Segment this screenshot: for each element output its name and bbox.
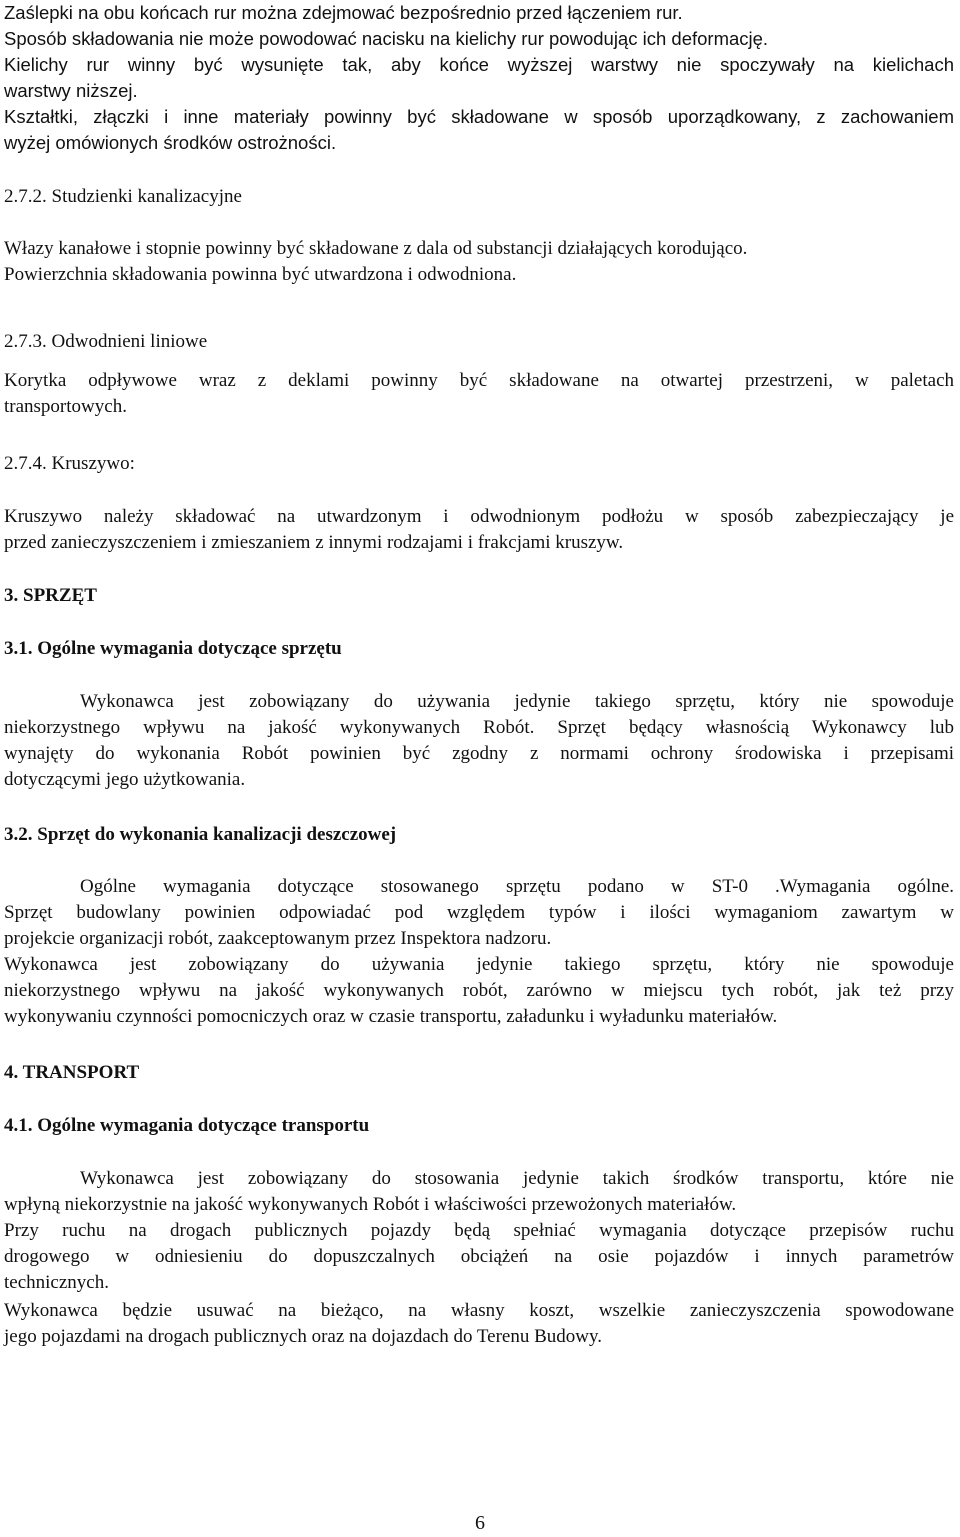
text-line: Zaślepki na obu końcach rur można zdejmować bezpośrednio przed łączeniem rur. bbox=[4, 2, 683, 23]
text-line: projekcie organizacji robót, zaakceptowanym przez Inspektora nadzoru. bbox=[4, 928, 552, 949]
text-line: niekorzystnego wpływu na jakość wykonywanych robót, zarówno w miejscu tych robót, jak też przy bbox=[4, 980, 954, 1001]
text-line: Kielichy rur winny być wysunięte tak, aby końce wyższej warstwy nie spoczywały na kielichach bbox=[4, 54, 954, 75]
text-line: Przy ruchu na drogach publicznych pojazdy będą spełniać wymagania dotyczące przepisów ruchu bbox=[4, 1220, 954, 1241]
text-line: Sprzęt budowlany powinien odpowiadać pod względem typów i ilości wymaganiom zawartym w bbox=[4, 902, 954, 923]
text-line: Korytka odpływowe wraz z deklami powinny być składowane na otwartej przestrzeni, w paletach bbox=[4, 370, 954, 391]
text-line: Sposób składowania nie może powodować nacisku na kielichy rur powodując ich deformację. bbox=[4, 28, 769, 49]
text-line: warstwy niższej. bbox=[4, 80, 138, 101]
text-line: wynajęty do wykonania Robót powinien być zgodny z normami ochrony środowiska i przepisami bbox=[4, 743, 954, 764]
section-heading: 4.1. Ogólne wymagania dotyczące transportu bbox=[4, 1115, 370, 1136]
text-line: technicznych. bbox=[4, 1272, 109, 1293]
text-line: Wykonawca będzie usuwać na bieżąco, na własny koszt, wszelkie zanieczyszczenia spowodowane bbox=[4, 1300, 954, 1321]
section-heading: 2.7.3. Odwodnieni liniowe bbox=[4, 331, 208, 352]
text-line: wykonywaniu czynności pomocniczych oraz w czasie transportu, załadunku i wyładunku materiałów. bbox=[4, 1006, 778, 1027]
text-line: jego pojazdami na drogach publicznych oraz na dojazdach do Terenu Budowy. bbox=[4, 1326, 603, 1347]
section-heading: 2.7.4. Kruszywo: bbox=[4, 453, 135, 474]
text-line: przed zanieczyszczeniem i zmieszaniem z innymi rodzajami i frakcjami kruszyw. bbox=[4, 532, 624, 553]
chapter-heading: 4. TRANSPORT bbox=[4, 1062, 140, 1083]
chapter-heading: 3. SPRZĘT bbox=[4, 585, 97, 606]
text-line: transportowych. bbox=[4, 396, 127, 417]
section-heading: 2.7.2. Studzienki kanalizacyjne bbox=[4, 186, 242, 207]
text-line: Kruszywo należy składować na utwardzonym i odwodnionym podłożu w sposób zabezpieczający je bbox=[4, 506, 954, 527]
text-line: dotyczącymi jego użytkowania. bbox=[4, 769, 246, 790]
page-number: 6 bbox=[475, 1512, 485, 1534]
text-line: wpłyną niekorzystnie na jakość wykonywanych Robót i właściwości przewożonych materiałów. bbox=[4, 1194, 737, 1215]
text-line: Kształtki, złączki i inne materiały powinny być składowane w sposób uporządkowany, z zachowaniem bbox=[4, 106, 954, 127]
text-line: Ogólne wymagania dotyczące stosowanego sprzętu podano w ST-0 .Wymagania ogólne. bbox=[80, 876, 954, 897]
text-line: Wykonawca jest zobowiązany do używania jedynie takiego sprzętu, który nie spowoduje bbox=[4, 954, 954, 975]
section-heading: 3.1. Ogólne wymagania dotyczące sprzętu bbox=[4, 638, 342, 659]
text-line: Wykonawca jest zobowiązany do stosowania jedynie takich środków transportu, które nie bbox=[80, 1168, 954, 1189]
text-line: Włazy kanałowe i stopnie powinny być składowane z dala od substancji działających korodująco. bbox=[4, 238, 748, 259]
section-heading: 3.2. Sprzęt do wykonania kanalizacji deszczowej bbox=[4, 824, 397, 845]
text-line: wyżej omówionych środków ostrożności. bbox=[4, 132, 337, 153]
text-line: Powierzchnia składowania powinna być utwardzona i odwodniona. bbox=[4, 264, 517, 285]
text-line: drogowego w odniesieniu do dopuszczalnych obciążeń na osie pojazdów i innych parametrów bbox=[4, 1246, 954, 1267]
text-line: Wykonawca jest zobowiązany do używania jedynie takiego sprzętu, który nie spowoduje bbox=[80, 691, 954, 712]
text-line: niekorzystnego wpływu na jakość wykonywanych Robót. Sprzęt będący własnością Wykonawcy lub bbox=[4, 717, 954, 738]
